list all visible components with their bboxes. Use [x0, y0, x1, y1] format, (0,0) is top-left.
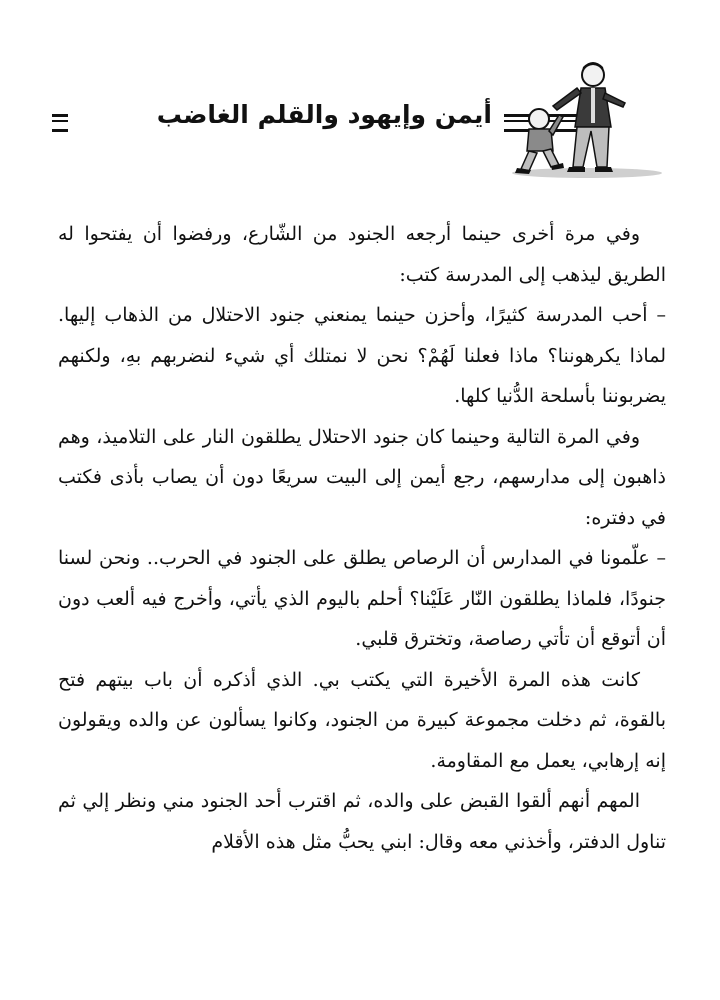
paragraph-3: وفي المرة التالية وحينما كان جنود الاحتلال يطلقون النار على التلاميذ، وهم ذاهبون إلى مدارسهم، رجع أيمن إلى البيت سريعًا دون أن يصاب بأذى فكتب في دفتره:	[58, 425, 666, 529]
chapter-title: أيمن وإيهود والقلم الغاضب	[156, 100, 492, 129]
father-child-illustration	[505, 55, 670, 180]
paragraph-4: – علّمونا في المدارس أن الرصاص يطلق على الجنود في الحرب.. ونحن لسنا جنودًا، فلماذا يطلقون النّار عَلَيْنا؟ أحلم باليوم الذي يأتي، وأخرج فيه ألعب دون أن أتوقع أن تأتي رصاصة، وتخترق قلبي.	[58, 547, 666, 650]
paragraph-1: وفي مرة أخرى حينما أرجعه الجنود من الشّارع، ورفضوا أن يفتحوا له الطريق ليذهب إلى المدرسة كتب:	[58, 223, 666, 286]
story-text	[58, 214, 666, 862]
paragraph-2: – أحب المدرسة كثيرًا، وأحزن حينما يمنعني جنود الاحتلال من الذهاب إليها. لماذا يكرهوننا؟ ماذا فعلنا لَهُمْ؟ نحن لا نمتلك أي شيء لنضربهم بهِ، ولكنهم يضربوننا بأسلحة الدُّنيا كلها.	[58, 304, 666, 407]
header-rule-left	[52, 114, 68, 132]
paragraph-6: المهم أنهم ألقوا القبض على والده، ثم اقترب أحد الجنود مني ونظر إلي ثم تناول الدفتر، وأخذني معه وقال: ابني يحبُّ مثل هذه الأقلام	[58, 790, 666, 853]
paragraph-5: كانت هذه المرة الأخيرة التي يكتب بي. الذي أذكره أن باب بيتهم فتح بالقوة، ثم دخلت مجموعة كبيرة من الجنود، وكانوا يسألون عن والده ويقولون إنه إرهابي، يعمل مع المقاومة.	[58, 668, 666, 772]
